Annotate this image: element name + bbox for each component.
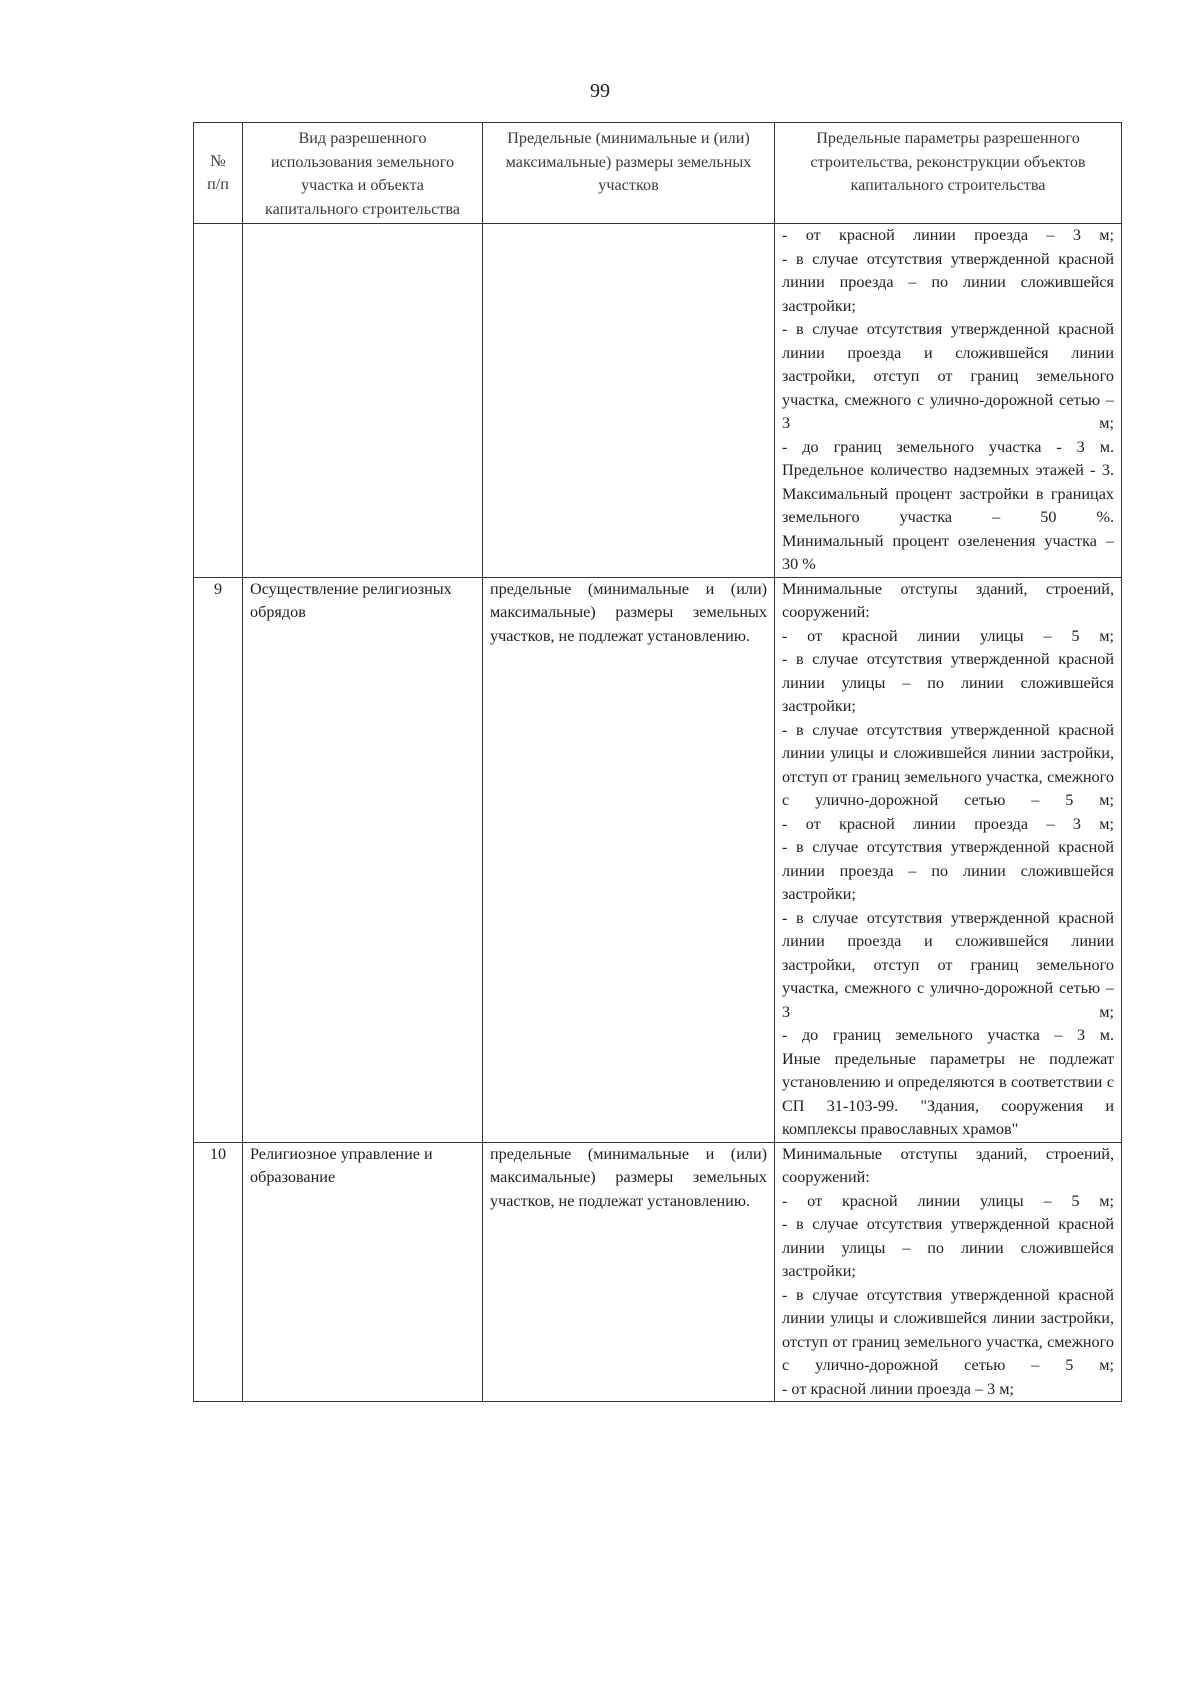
row-number [194, 224, 243, 578]
row-plot-size [483, 224, 775, 578]
row-number: 10 [194, 1142, 243, 1402]
parameter-item: - в случае отсутствия утвержденной красной линии проезда – по линии сложившейся застройки; [782, 838, 1114, 903]
page-number: 99 [590, 80, 610, 102]
row-use-type: Осуществление религиозных обрядов [243, 577, 483, 1142]
parameter-item: - от красной линии улицы – 5 м; [782, 1191, 1114, 1210]
parameter-item: - в случае отсутствия утвержденной красной линии улицы – по линии сложившейся застройки; [782, 650, 1114, 715]
parameter-item: - в случае отсутствия утвержденной красной линии улицы и сложившейся линии застройки, отступ от границ земельного участка, смежного с улично-дорожной сетью – 5 м; [782, 720, 1114, 809]
parameter-item: - в случае отсутствия утвержденной красной линии проезда – по линии сложившейся застройки; [782, 249, 1114, 315]
parameter-item: - от красной линии улицы – 5 м; [782, 626, 1114, 645]
parameter-item: - в случае отсутствия утвержденной красной линии улицы – по линии сложившейся застройки; [782, 1215, 1114, 1280]
parameter-item: - в случае отсутствия утвержденной красной линии проезда и сложившейся линии застройки, отступ от границ земельного участка, смежного с улично-дорожной сетью – 3 м; [782, 320, 1114, 432]
parameter-item: Иные предельные параметры не подлежат установлению и определяются в соответствии с СП 31-103-99. "Здания, сооружения и комплексы православных храмов" [782, 1049, 1114, 1138]
row-use-type [243, 224, 483, 578]
parameter-item: Максимальный процент застройки в границах земельного участка – 50 %. [782, 484, 1114, 526]
parameter-item: Предельное количество надземных этажей - 3. [782, 461, 1114, 479]
row-plot-size: предельные (минимальные и (или) максимальные) размеры земельных участков, не подлежат установлению. [483, 577, 775, 1142]
parameter-item: Минимальные отступы зданий, строений, сооружений: [782, 1144, 1114, 1186]
header-params: Предельные параметры разрешенного строительства, реконструкции объектов капитального строительства [775, 123, 1122, 224]
table-row [194, 1142, 1122, 1402]
row-number: 9 [194, 577, 243, 1142]
table-row [194, 224, 1122, 578]
parameter-item: - от красной линии проезда – 3 м; [782, 226, 1114, 244]
parameter-item: - от красной линии проезда – 3 м; [782, 1379, 1015, 1398]
row-plot-size: предельные (минимальные и (или) максимальные) размеры земельных участков, не подлежат установлению. [483, 1142, 775, 1402]
land-use-table [193, 122, 1122, 1402]
row-parameters [775, 224, 1122, 578]
header-num: № п/п [194, 123, 243, 224]
parameter-item: - до границ земельного участка – 3 м. [782, 1026, 1114, 1044]
header-size: Предельные (минимальные и (или) максимальные) размеры земельных участков [483, 123, 775, 224]
table-header-row [194, 123, 1122, 224]
table-row [194, 577, 1122, 1142]
parameter-item: - до границ земельного участка - 3 м. [782, 437, 1114, 456]
parameter-item: Минимальный процент озеленения участка – 30 % [782, 531, 1114, 573]
row-use-type: Религиозное управление и образование [243, 1142, 483, 1402]
parameter-item: - в случае отсутствия утвержденной красной линии улицы и сложившейся линии застройки, отступ от границ земельного участка, смежного с улично-дорожной сетью – 5 м; [782, 1285, 1114, 1374]
row-parameters [775, 577, 1122, 1142]
parameter-item: - от красной линии проезда – 3 м; [782, 814, 1114, 833]
parameter-item: - в случае отсутствия утвержденной красной линии проезда и сложившейся линии застройки, отступ от границ земельного участка, смежного с улично-дорожной сетью – 3 м; [782, 908, 1114, 1021]
row-parameters [775, 1142, 1122, 1402]
header-use: Вид разрешенного использования земельного участка и объекта капитального строительства [243, 123, 483, 224]
parameter-item: Минимальные отступы зданий, строений, сооружений: [782, 579, 1114, 621]
